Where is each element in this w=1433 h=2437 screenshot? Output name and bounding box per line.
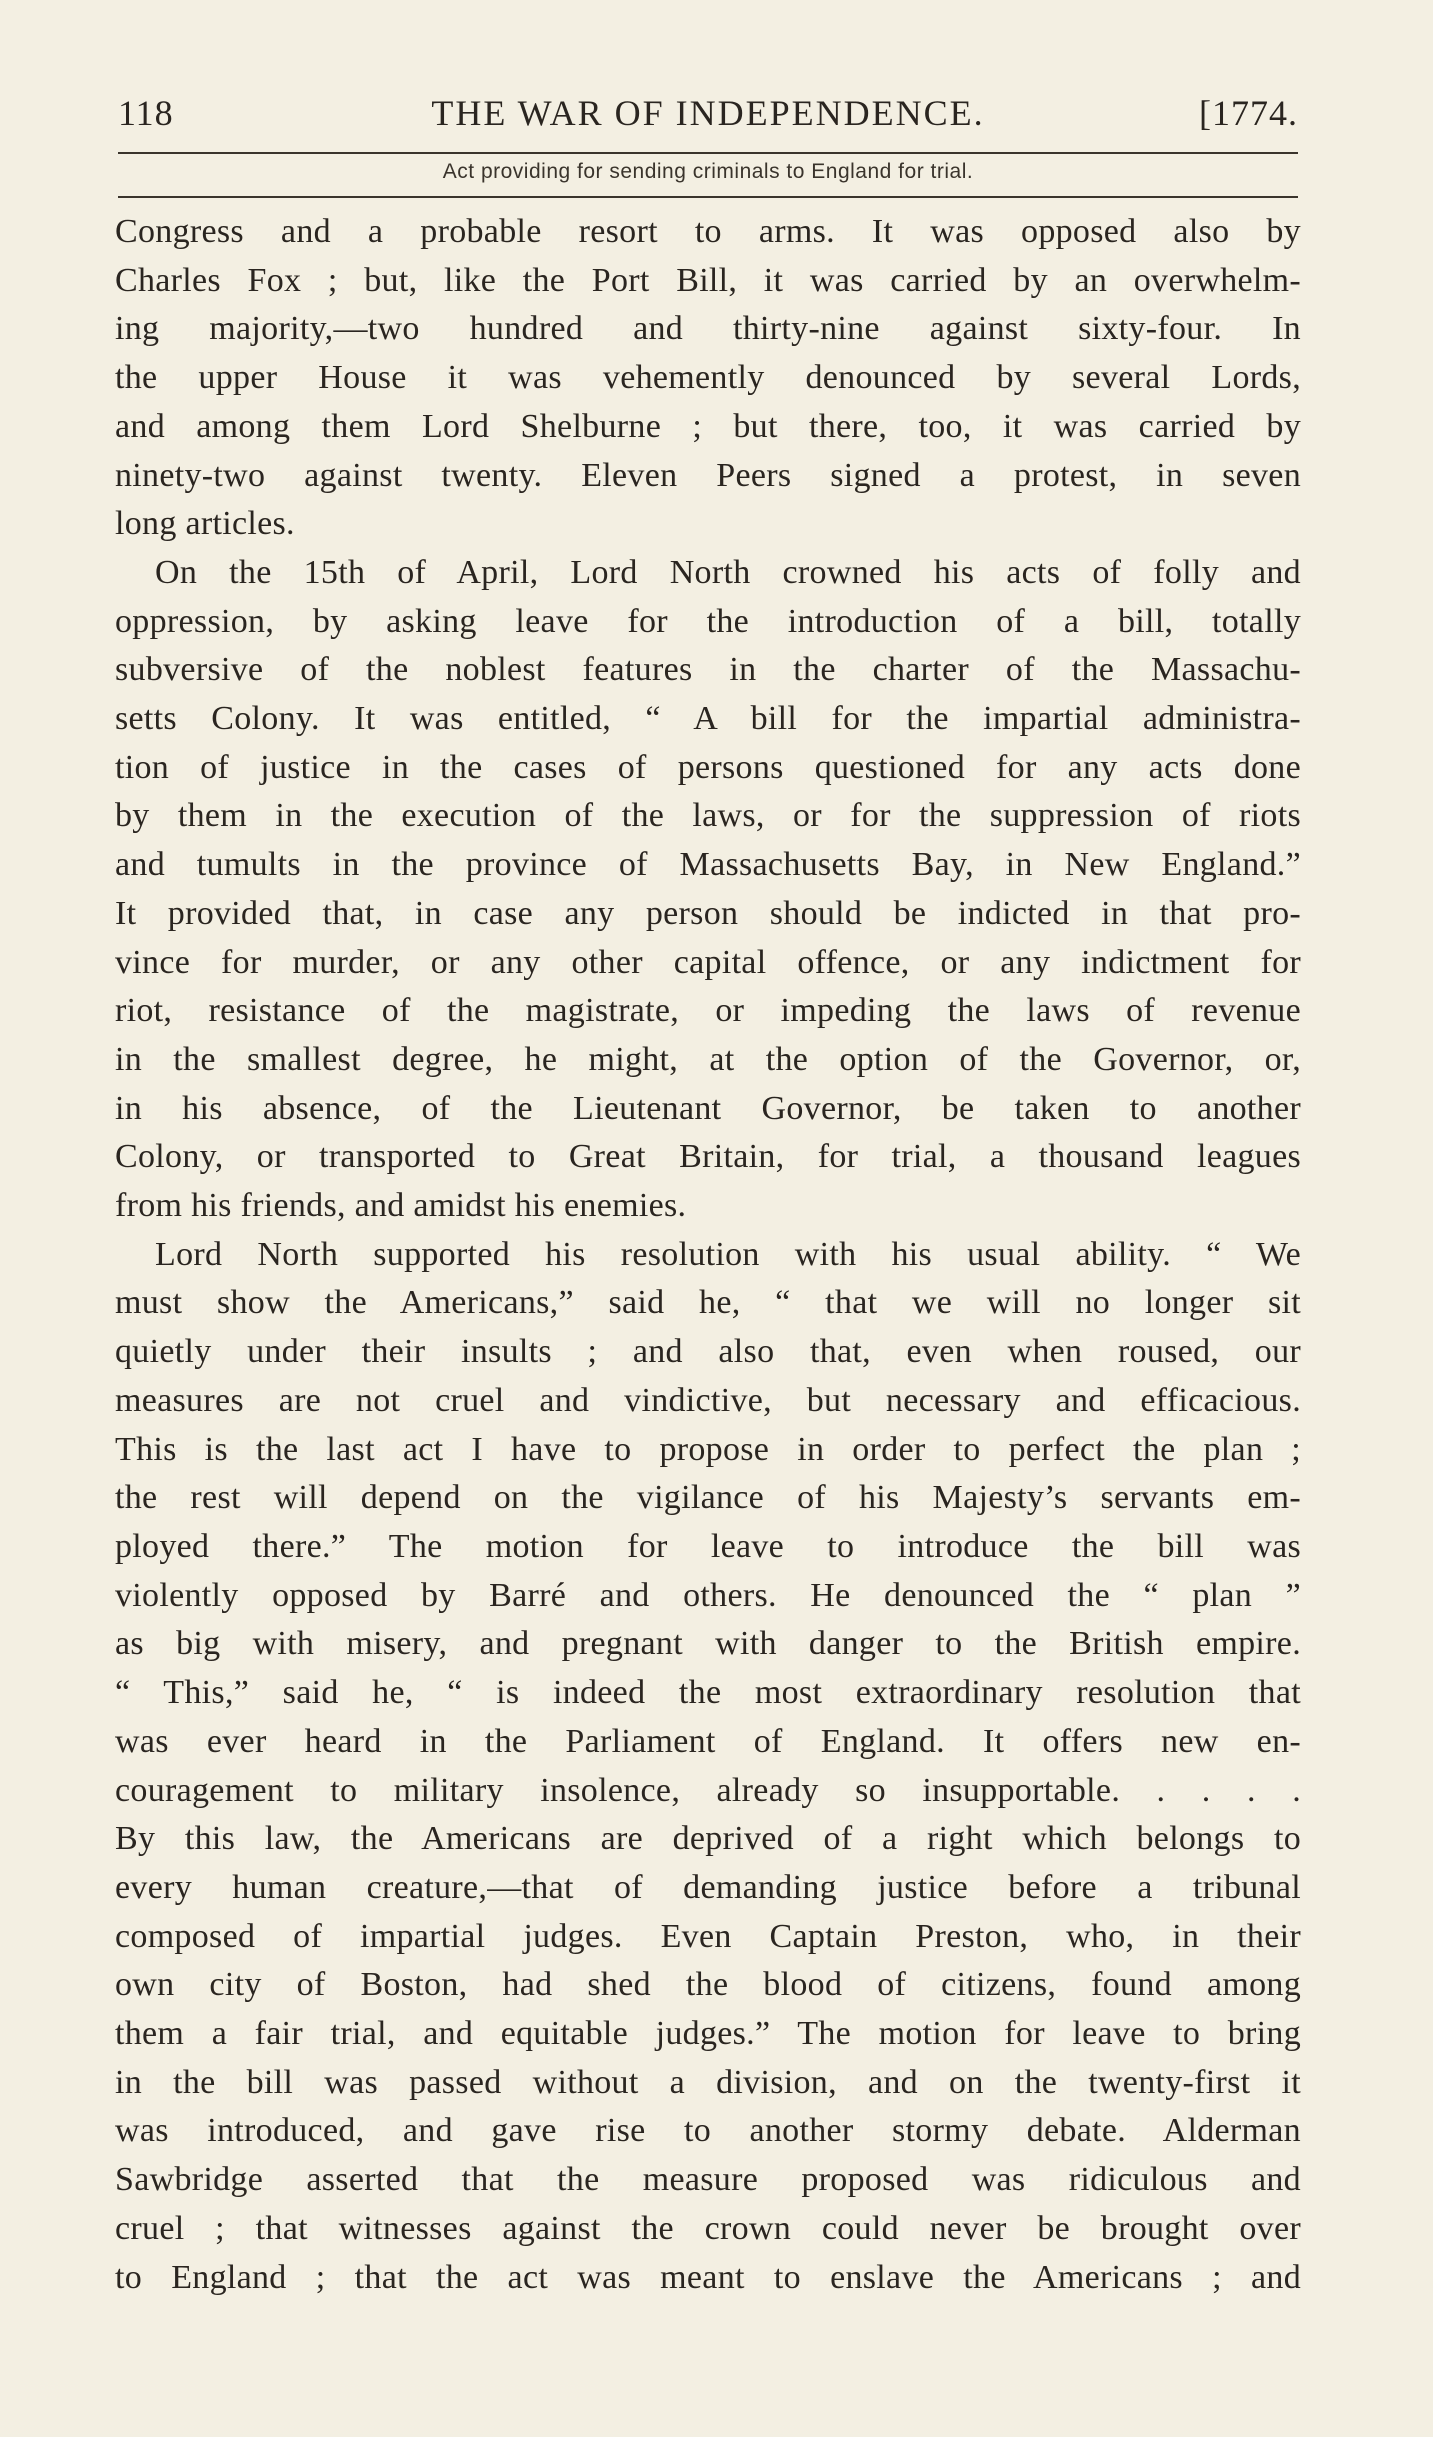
text-line: setts Colony. It was entitled, “ A bill for the impartial administra-: [115, 700, 1301, 738]
paragraph: [115, 208, 1301, 549]
paragraph: [115, 549, 1301, 1231]
text-line: This is the last act I have to propose in order to perfect the plan ;: [115, 1430, 1301, 1468]
text-line: ing majority,—two hundred and thirty-nine against sixty-four. In: [115, 310, 1301, 348]
paragraph: [115, 1231, 1301, 2302]
text-line: oppression, by asking leave for the introduction of a bill, totally: [115, 602, 1301, 640]
text-line: in the smallest degree, he might, at the option of the Governor, or,: [115, 1040, 1301, 1078]
text-line: own city of Boston, had shed the blood of citizens, found among: [115, 1966, 1301, 2004]
text-line: and among them Lord Shelburne ; but there, too, it was carried by: [115, 407, 1301, 445]
text-line: must show the Americans,” said he, “ that we will no longer sit: [115, 1284, 1301, 1322]
text-line: the rest will depend on the vigilance of his Majesty’s servants em-: [115, 1479, 1301, 1517]
text-line: from his friends, and amidst his enemies.: [115, 1187, 687, 1225]
running-head: [118, 92, 1298, 148]
text-line: Colony, or transported to Great Britain, for trial, a thousand leagues: [115, 1138, 1301, 1176]
text-line: by them in the execution of the laws, or for the suppression of riots: [115, 797, 1301, 835]
text-line: tion of justice in the cases of persons questioned for any acts done: [115, 748, 1301, 786]
text-line: subversive of the noblest features in the charter of the Massachu-: [115, 651, 1301, 689]
text-line: to England ; that the act was meant to enslave the Americans ; and: [115, 2258, 1301, 2296]
book-title: THE WAR OF INDEPENDENCE.: [431, 93, 985, 133]
text-line: long articles.: [115, 505, 295, 543]
text-line: Congress and a probable resort to arms. It was opposed also by: [115, 213, 1301, 250]
text-line: every human creature,—that of demanding justice before a tribunal: [115, 1868, 1301, 1906]
text-line: in the bill was passed without a division, and on the twenty-first it: [115, 2063, 1301, 2101]
text-line: measures are not cruel and vindictive, but necessary and efficacious.: [115, 1381, 1301, 1419]
text-line: vince for murder, or any other capital offence, or any indictment for: [115, 943, 1301, 981]
text-line: By this law, the Americans are deprived of a right which belongs to: [115, 1820, 1301, 1858]
text-line: was introduced, and gave rise to another stormy debate. Alderman: [115, 2112, 1301, 2150]
text-line: quietly under their insults ; and also that, even when roused, our: [115, 1333, 1301, 1371]
text-line: violently opposed by Barré and others. He denounced the “ plan ”: [115, 1576, 1301, 1614]
text-line: “ This,” said he, “ is indeed the most extraordinary resolution that: [115, 1674, 1301, 1712]
text-line: was ever heard in the Parliament of England. It offers new en-: [115, 1722, 1301, 1760]
text-line: and tumults in the province of Massachusetts Bay, in New England.”: [115, 846, 1301, 884]
header-rule-bottom: [118, 196, 1298, 198]
text-line: On the 15th of April, Lord North crowned his acts of folly and: [155, 553, 1301, 591]
body-text: [115, 208, 1301, 2302]
text-line: in his absence, of the Lieutenant Governor, be taken to another: [115, 1089, 1301, 1127]
header-rule-top: [118, 152, 1298, 154]
text-line: It provided that, in case any person should be indicted in that pro-: [115, 894, 1301, 932]
page-number: 118: [118, 93, 174, 133]
text-line: Charles Fox ; but, like the Port Bill, it was carried by an overwhelm-: [115, 261, 1301, 299]
text-line: them a fair trial, and equitable judges.” The motion for leave to bring: [115, 2015, 1301, 2053]
text-line: ninety-two against twenty. Eleven Peers signed a protest, in seven: [115, 456, 1301, 494]
year-marker: [1774.: [1199, 93, 1298, 133]
text-line: cruel ; that witnesses against the crown could never be brought over: [115, 2209, 1301, 2247]
text-line: composed of impartial judges. Even Captain Preston, who, in their: [115, 1917, 1301, 1955]
text-line: ployed there.” The motion for leave to introduce the bill was: [115, 1527, 1301, 1565]
text-line: Sawbridge asserted that the measure proposed was ridiculous and: [115, 2161, 1301, 2199]
text-line: as big with misery, and pregnant with danger to the British empire.: [115, 1625, 1301, 1663]
text-line: the upper House it was vehemently denounced by several Lords,: [115, 359, 1301, 397]
text-line: couragement to military insolence, already so insupportable. . . . .: [115, 1771, 1301, 1809]
text-line: Lord North supported his resolution with his usual ability. “ We: [155, 1235, 1301, 1273]
text-line: riot, resistance of the magistrate, or impeding the laws of revenue: [115, 992, 1301, 1030]
topic-line: Act providing for sending criminals to England for trial.: [442, 160, 974, 183]
